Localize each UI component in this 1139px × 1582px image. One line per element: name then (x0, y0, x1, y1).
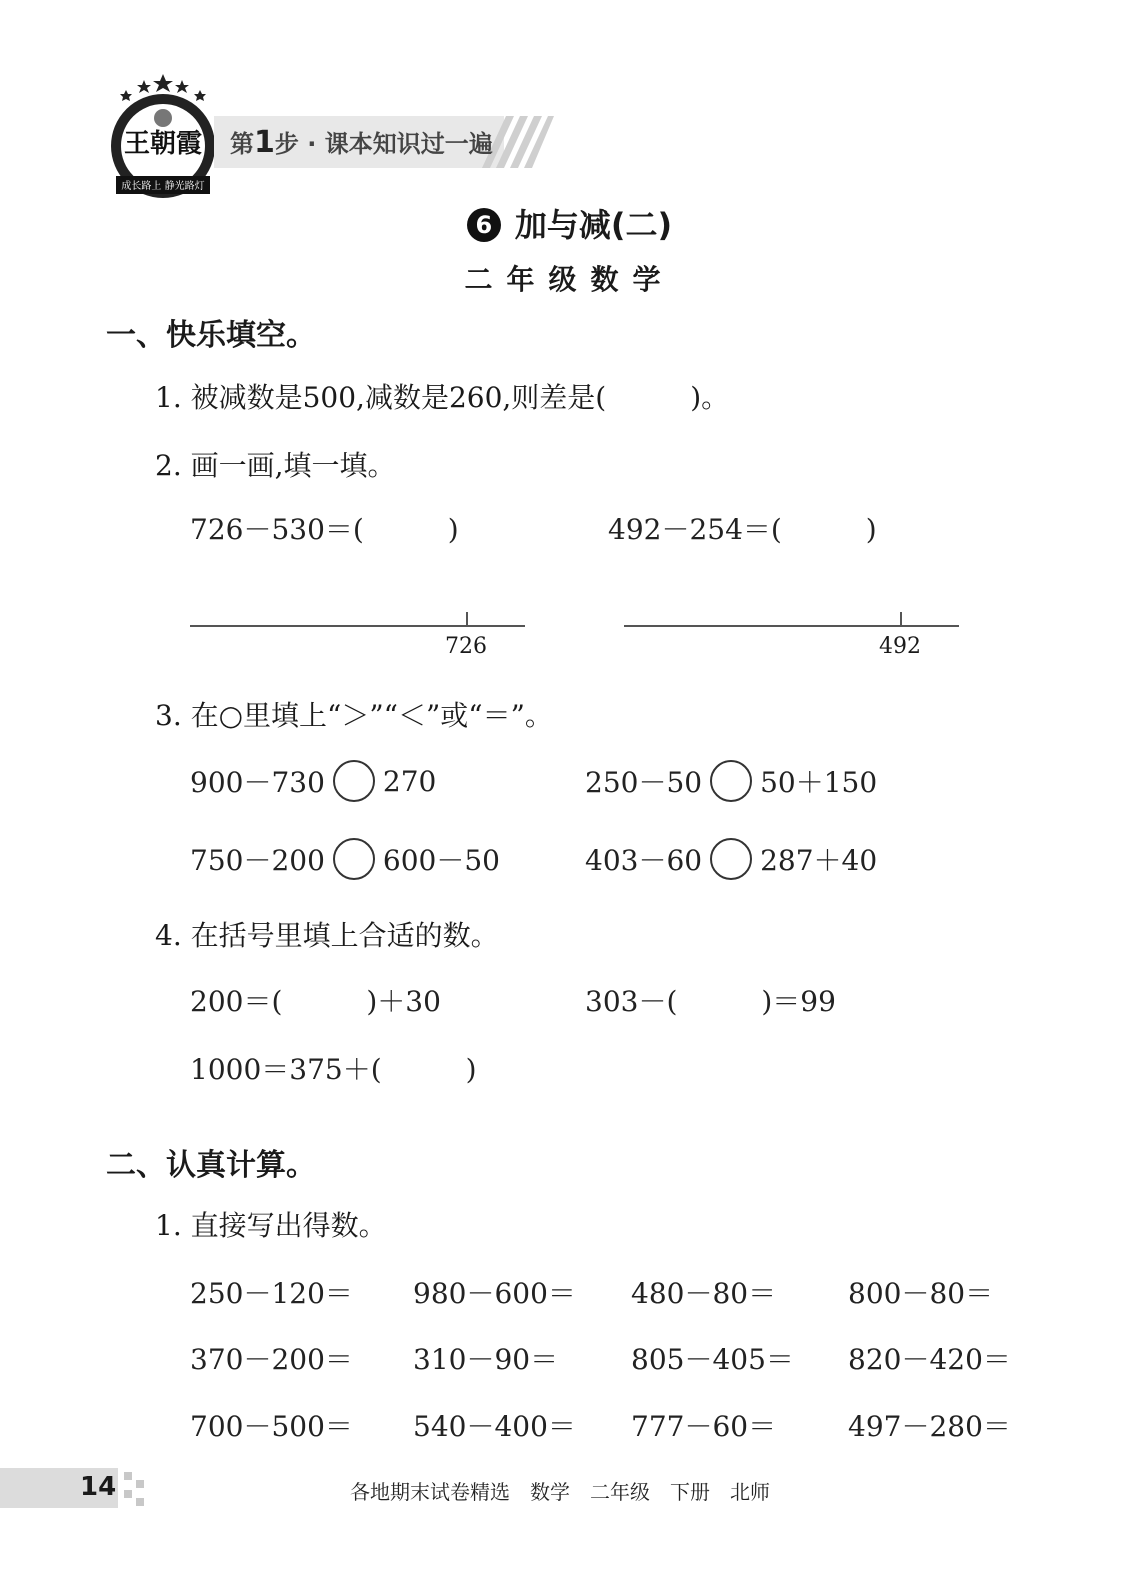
compare-item-2 (585, 760, 877, 802)
answer-circle[interactable] (710, 838, 752, 880)
calc-item: 980－600＝ (413, 1277, 576, 1310)
lesson-title-text: 加与减(二) (514, 206, 673, 244)
section2-heading: 二、认真计算。 (106, 1148, 316, 1183)
number-line-left-label: 726 (445, 634, 487, 659)
question-1-4: 4. 在括号里填上合适的数。 (155, 919, 499, 952)
calc-item: 700－500＝ (190, 1410, 353, 1443)
answer-circle[interactable] (710, 760, 752, 802)
footer-square (136, 1498, 144, 1506)
calc-item: 250－120＝ (190, 1277, 353, 1310)
q4-equation-b: 303－( )＝99 (585, 985, 836, 1018)
calc-item: 480－80＝ (631, 1277, 777, 1310)
number-line-right-label: 492 (879, 634, 921, 659)
calc-item: 820－420＝ (848, 1343, 1011, 1376)
footer-square (136, 1480, 144, 1488)
page-number: 14 (80, 1472, 117, 1502)
number-line-left-tick (466, 612, 468, 626)
lesson-number-badge: 6 (467, 208, 501, 242)
compare-item-3 (190, 838, 500, 880)
answer-circle[interactable] (333, 760, 375, 802)
compare-right: 600－50 (382, 844, 500, 877)
lesson-title (0, 200, 1139, 246)
section1-heading: 一、快乐填空。 (106, 318, 316, 353)
question-1-1: 1. 被减数是500,减数是260,则差是( )。 (155, 381, 730, 414)
footer-square (124, 1472, 132, 1480)
compare-right: 50＋150 (760, 766, 878, 799)
q2-left-equation: 726－530＝( ) (190, 513, 459, 546)
svg-text:王朝霞: 王朝霞 (123, 129, 203, 159)
calc-item: 497－280＝ (848, 1410, 1011, 1443)
compare-left: 403－60 (585, 844, 703, 877)
compare-item-4 (585, 838, 877, 880)
calc-item: 310－90＝ (413, 1343, 559, 1376)
calc-item: 540－400＝ (413, 1410, 576, 1443)
footer-square (124, 1490, 132, 1498)
calc-item: 805－405＝ (631, 1343, 794, 1376)
answer-circle[interactable] (333, 838, 375, 880)
compare-left: 750－200 (190, 844, 325, 877)
calc-item: 800－80＝ (848, 1277, 994, 1310)
q4-equation-a: 200＝( )＋30 (190, 985, 441, 1018)
footer-book-info: 各地期末试卷精选 数学 二年级 下册 北师 (350, 1480, 770, 1504)
step-label: 第1步 · 课本知识过一遍 (230, 125, 493, 160)
question-1-2: 2. 画一画,填一填。 (155, 449, 396, 482)
number-line-left (190, 625, 525, 627)
number-line-right-tick (900, 612, 902, 626)
calc-item: 370－200＝ (190, 1343, 353, 1376)
compare-left: 250－50 (585, 766, 703, 799)
question-1-3: 3. 在○里填上“＞”“＜”或“＝”。 (155, 699, 553, 732)
svg-text:成长路上 静光路灯: 成长路上 静光路灯 (121, 181, 205, 192)
compare-item-1 (190, 760, 436, 802)
subject-subtitle: 二年级数学 (464, 263, 675, 296)
number-line-right (624, 625, 959, 627)
compare-left: 900－730 (190, 766, 325, 799)
compare-right: 287＋40 (760, 844, 878, 877)
compare-right: 270 (382, 764, 437, 798)
q4-equation-c: 1000＝375＋( ) (190, 1053, 477, 1086)
question-2-1: 1. 直接写出得数。 (155, 1209, 387, 1242)
publisher-logo (104, 72, 222, 202)
calc-item: 777－60＝ (631, 1410, 777, 1443)
q2-right-equation: 492－254＝( ) (608, 513, 877, 546)
